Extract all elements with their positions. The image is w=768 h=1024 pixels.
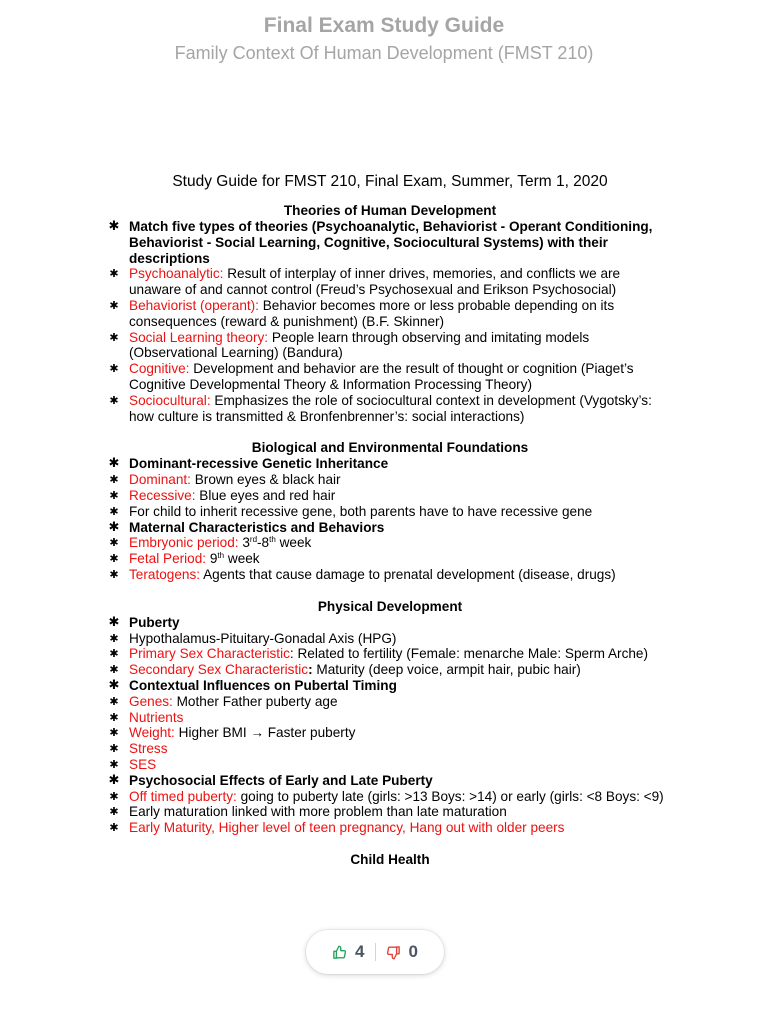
item-text: : Related to fertility (Female: menarche Male: Sperm Arche) bbox=[289, 646, 649, 662]
asterisk-bullet-icon: ✱ bbox=[109, 789, 119, 803]
list-item bbox=[108, 820, 672, 836]
bullet-subheading bbox=[108, 615, 672, 631]
list-item bbox=[108, 472, 672, 488]
asterisk-bullet-icon: ✱ bbox=[108, 614, 120, 630]
bullet-list bbox=[108, 219, 672, 424]
item-text: : bbox=[308, 662, 313, 678]
asterisk-bullet-icon: ✱ bbox=[108, 772, 120, 788]
asterisk-bullet-icon: ✱ bbox=[109, 267, 119, 281]
term-label: Teratogens: bbox=[129, 566, 201, 582]
item-text: Dominant-recessive Genetic Inheritance bbox=[129, 456, 389, 472]
item-text: Maturity (deep voice, armpit hair, pubic hair) bbox=[312, 662, 581, 678]
list-item bbox=[108, 631, 672, 647]
asterisk-bullet-icon: ✱ bbox=[109, 757, 119, 771]
term-label: Secondary Sex Characteristic bbox=[129, 662, 309, 678]
term-label: Genes: bbox=[129, 693, 173, 709]
term-label: Recessive: bbox=[129, 487, 196, 503]
vote-bar bbox=[306, 930, 444, 974]
term-label: Primary Sex Characteristic bbox=[129, 646, 290, 662]
document-subtitle: Family Context Of Human Development (FMST 210) bbox=[174, 43, 594, 63]
asterisk-bullet-icon: ✱ bbox=[109, 488, 119, 502]
item-text: Blue eyes and red hair bbox=[195, 487, 336, 503]
document-page bbox=[108, 172, 672, 868]
list-item bbox=[108, 551, 672, 567]
term-label: Embryonic period: bbox=[129, 535, 239, 551]
item-text: Emphasizes the role of sociocultural context in development (Vygotsky’s: how culture is transmitted & Bronfenbrenner’s: social interactions) bbox=[129, 392, 652, 424]
asterisk-bullet-icon: ✱ bbox=[109, 393, 119, 407]
upvote-count: 4 bbox=[355, 942, 365, 961]
ordinal-suffix: rd bbox=[249, 535, 258, 545]
term-label: Early Maturity, Higher level of teen pregnancy, Hang out with older peers bbox=[129, 820, 565, 836]
item-text: Puberty bbox=[129, 614, 180, 630]
thumbs-up-icon bbox=[332, 945, 347, 960]
term-label: Nutrients bbox=[129, 709, 184, 725]
list-item bbox=[108, 266, 672, 298]
section-heading: Theories of Human Development bbox=[283, 203, 497, 218]
item-text: Hypothalamus-Pituitary-Gonadal Axis (HPG) bbox=[129, 630, 397, 646]
item-text: going to puberty late (girls: >13 Boys: >14) or early (girls: <8 Boys: <9) bbox=[236, 788, 664, 804]
list-item bbox=[108, 694, 672, 710]
item-text: -8 bbox=[257, 535, 270, 551]
section-spacer bbox=[108, 583, 672, 599]
bullet-subheading bbox=[108, 456, 672, 472]
item-text: Early maturation linked with more problem than late maturation bbox=[129, 804, 507, 820]
downvote-count: 0 bbox=[408, 942, 418, 961]
list-item bbox=[108, 504, 672, 520]
list-item bbox=[108, 488, 672, 504]
bullet-list bbox=[108, 456, 672, 582]
asterisk-bullet-icon: ✱ bbox=[109, 536, 119, 550]
item-text: Match five types of theories (Psychoanalytic, Behaviorist - Operant Conditioning, Behaviorist - Social Learning, Cognitive, Sociocultural Systems) with their descriptions bbox=[129, 219, 653, 266]
term-label: Social Learning theory: bbox=[129, 329, 269, 345]
item-text: Psychosocial Effects of Early and Late Puberty bbox=[129, 772, 433, 788]
asterisk-bullet-icon: ✱ bbox=[109, 473, 119, 487]
item-text: 9 bbox=[206, 551, 218, 567]
asterisk-bullet-icon: ✱ bbox=[109, 631, 119, 645]
term-label: Stress bbox=[129, 741, 168, 757]
item-text: Behavior becomes more or less probable depending on its consequences (reward & punishment) (B.F. Skinner) bbox=[129, 297, 615, 329]
section bbox=[108, 440, 672, 582]
section bbox=[108, 852, 672, 868]
thumbs-down-icon bbox=[386, 945, 401, 960]
bullet-subheading bbox=[108, 678, 672, 694]
list-item bbox=[108, 710, 672, 726]
item-text: week bbox=[275, 535, 312, 551]
asterisk-bullet-icon: ✱ bbox=[108, 677, 120, 693]
list-item bbox=[108, 725, 672, 741]
term-label: Cognitive: bbox=[129, 361, 190, 377]
ordinal-suffix: th bbox=[269, 535, 276, 545]
asterisk-bullet-icon: ✱ bbox=[108, 456, 120, 472]
item-text: Mother Father puberty age bbox=[172, 693, 338, 709]
bullet-subheading bbox=[108, 773, 672, 789]
list-item bbox=[108, 298, 672, 330]
list-item bbox=[108, 535, 672, 551]
term-label: SES bbox=[129, 756, 157, 772]
asterisk-bullet-icon: ✱ bbox=[109, 330, 119, 344]
list-item bbox=[108, 646, 672, 662]
upvote-button[interactable] bbox=[332, 942, 364, 962]
item-text: Higher BMI → Faster puberty bbox=[174, 725, 356, 741]
list-item bbox=[108, 393, 672, 425]
item-text: Agents that cause damage to prenatal development (disease, drugs) bbox=[200, 566, 616, 582]
sections-container bbox=[108, 203, 672, 868]
term-label: Sociocultural: bbox=[129, 392, 211, 408]
asterisk-bullet-icon: ✱ bbox=[109, 567, 119, 581]
item-text: Brown eyes & black hair bbox=[190, 472, 341, 488]
list-item bbox=[108, 361, 672, 393]
item-text: week bbox=[224, 551, 260, 567]
asterisk-bullet-icon: ✱ bbox=[109, 710, 119, 724]
bullet-list bbox=[108, 615, 672, 836]
asterisk-bullet-icon: ✱ bbox=[109, 694, 119, 708]
section bbox=[108, 203, 672, 424]
item-text: Contextual Influences on Pubertal Timing bbox=[129, 677, 397, 693]
list-item bbox=[108, 757, 672, 773]
ordinal-suffix: th bbox=[217, 551, 225, 561]
item-text: People learn through observing and imitating models (Observational Learning) (Bandura) bbox=[129, 329, 590, 361]
section-heading: Physical Development bbox=[317, 598, 463, 614]
term-label: Off timed puberty: bbox=[129, 788, 237, 804]
asterisk-bullet-icon: ✱ bbox=[108, 519, 120, 535]
term-label: Weight: bbox=[129, 725, 175, 741]
term-label: Behaviorist (operant): bbox=[129, 297, 259, 313]
section-spacer bbox=[108, 836, 672, 852]
item-text: Development and behavior are the result of thought or cognition (Piaget’s Cognitive Developmental Theory & Information Processing Theory) bbox=[129, 361, 634, 392]
list-item bbox=[108, 804, 672, 820]
asterisk-bullet-icon: ✱ bbox=[109, 552, 119, 566]
asterisk-bullet-icon: ✱ bbox=[109, 805, 119, 819]
vote-divider bbox=[375, 943, 376, 961]
item-text: Maternal Characteristics and Behaviors bbox=[129, 519, 385, 535]
bullet-subheading bbox=[108, 520, 672, 536]
asterisk-bullet-icon: ✱ bbox=[109, 298, 119, 312]
list-item bbox=[108, 567, 672, 583]
list-item bbox=[108, 330, 672, 362]
study-guide-intro: Study Guide for FMST 210, Final Exam, Summer, Term 1, 2020 bbox=[172, 173, 608, 190]
term-label: Psychoanalytic: bbox=[129, 266, 224, 282]
asterisk-bullet-icon: ✱ bbox=[109, 663, 119, 677]
asterisk-bullet-icon: ✱ bbox=[109, 647, 119, 661]
list-item bbox=[108, 741, 672, 757]
item-text: For child to inherit recessive gene, both parents have to have recessive gene bbox=[129, 503, 593, 519]
asterisk-bullet-icon: ✱ bbox=[109, 821, 119, 835]
item-text: Result of interplay of inner drives, memories, and conflicts we are unaware of and cannot control (Freud’s Psychosexual and Erikson Psychosocial) bbox=[129, 266, 621, 298]
section-heading: Biological and Environmental Foundations bbox=[251, 440, 529, 456]
list-item bbox=[108, 662, 672, 678]
document-header bbox=[0, 12, 768, 66]
section-heading: Child Health bbox=[350, 851, 430, 867]
asterisk-bullet-icon: ✱ bbox=[109, 504, 119, 518]
asterisk-bullet-icon: ✱ bbox=[109, 726, 119, 740]
asterisk-bullet-icon: ✱ bbox=[108, 219, 120, 234]
section bbox=[108, 599, 672, 836]
term-label: Fetal Period: bbox=[129, 551, 207, 567]
item-text: 3 bbox=[238, 535, 250, 551]
downvote-button[interactable] bbox=[386, 942, 418, 962]
bullet-subheading bbox=[108, 219, 672, 266]
asterisk-bullet-icon: ✱ bbox=[109, 362, 119, 376]
term-label: Dominant: bbox=[129, 472, 191, 488]
section-spacer bbox=[108, 424, 672, 440]
document-title: Final Exam Study Guide bbox=[263, 14, 505, 37]
asterisk-bullet-icon: ✱ bbox=[109, 742, 119, 756]
list-item bbox=[108, 789, 672, 805]
